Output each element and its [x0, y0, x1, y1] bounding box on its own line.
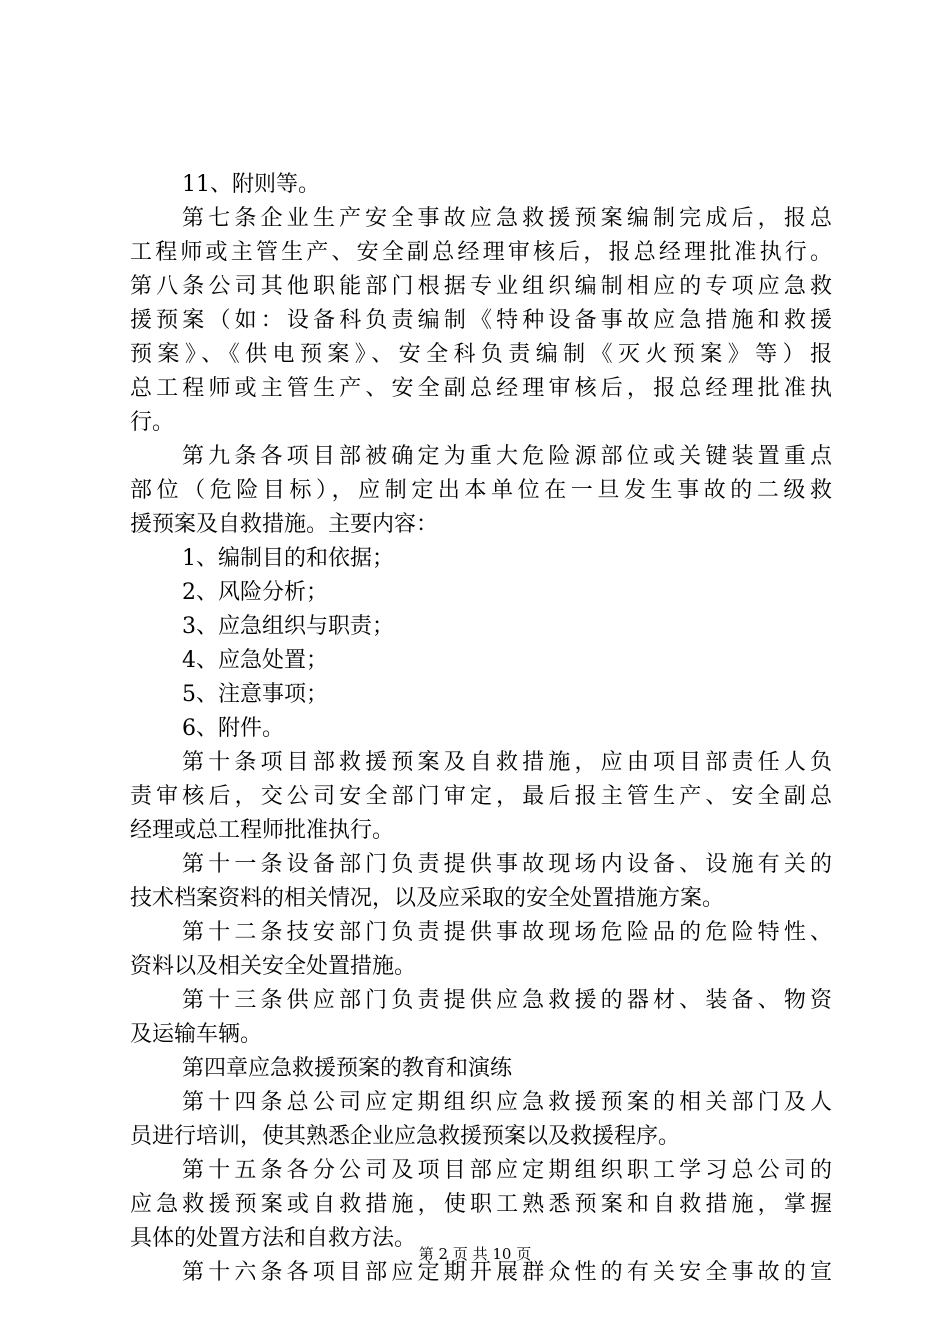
text-line: 第九条各项目部被确定为重大危险源部位或关键装置重点 [182, 444, 832, 469]
text-line: 第十条项目部救援预案及自救措施，应由项目部责任人负 [182, 750, 832, 775]
document-body [130, 168, 832, 1290]
text-line: 应急救援预案或自救措施，使职工熟悉预案和自救措施，掌握 [130, 1192, 832, 1217]
text-line: 工程师或主管生产、安全副总经理审核后，报总经理批准执行。 [130, 240, 832, 265]
text-line: 第十一条设备部门负责提供事故现场内设备、设施有关的 [182, 852, 832, 877]
text-line: 1、编制目的和依据； [182, 546, 394, 571]
text-line: 员进行培训，使其熟悉企业应急救援预案以及救援程序。 [130, 1124, 681, 1149]
text-line: 第十三条供应部门负责提供应急救援的器材、装备、物资 [182, 988, 832, 1013]
text-line: 总工程师或主管生产、安全副总经理审核后，报总经理批准执 [130, 376, 832, 401]
text-line: 行。 [130, 410, 175, 435]
text-line: 4、应急处置； [182, 648, 328, 673]
text-line: 第十六条各项目部应定期开展群众性的有关安全事故的宣 [182, 1260, 832, 1285]
text-line: 第十二条技安部门负责提供事故现场危险品的危险特性、 [182, 920, 832, 945]
text-line: 资料以及相关安全处置措施。 [130, 954, 417, 979]
text-line: 援预案（如：设备科负责编制《特种设备事故应急措施和救援 [130, 308, 832, 333]
text-line: 援预案及自救措施。主要内容： [130, 512, 439, 537]
text-line: 及运输车辆。 [130, 1022, 263, 1047]
text-line: 部位（危险目标），应制定出本单位在一旦发生事故的二级救 [130, 478, 832, 503]
text-line: 第十五条各分公司及项目部应定期组织职工学习总公司的 [182, 1158, 832, 1183]
text-line: 2、风险分析； [182, 580, 328, 605]
text-line: 3、应急组织与职责； [182, 614, 394, 639]
text-line: 5、注意事项； [182, 682, 328, 707]
text-line: 责审核后，交公司安全部门审定，最后报主管生产、安全副总 [130, 784, 832, 809]
text-line: 技术档案资料的相关情况，以及应采取的安全处置措施方案。 [130, 886, 725, 911]
text-line: 第七条企业生产安全事故应急救援预案编制完成后，报总 [182, 206, 832, 231]
page-footer: 第 2 页 共 10 页 [418, 1245, 532, 1263]
text-line: 第四章应急救援预案的教育和演练 [182, 1056, 513, 1081]
text-line: 经理或总工程师批准执行。 [130, 818, 395, 843]
text-line: 预案》、《供电预案》、安全科负责编制《灭火预案》等）报 [130, 342, 832, 367]
text-line: 11、附则等。 [182, 172, 320, 197]
text-line: 第十四条总公司应定期组织应急救援预案的相关部门及人 [182, 1090, 832, 1115]
text-line: 具体的处置方法和自救方法。 [130, 1226, 417, 1251]
text-line: 第八条公司其他职能部门根据专业组织编制相应的专项应急救 [130, 274, 832, 299]
text-line: 6、附件。 [182, 716, 284, 741]
